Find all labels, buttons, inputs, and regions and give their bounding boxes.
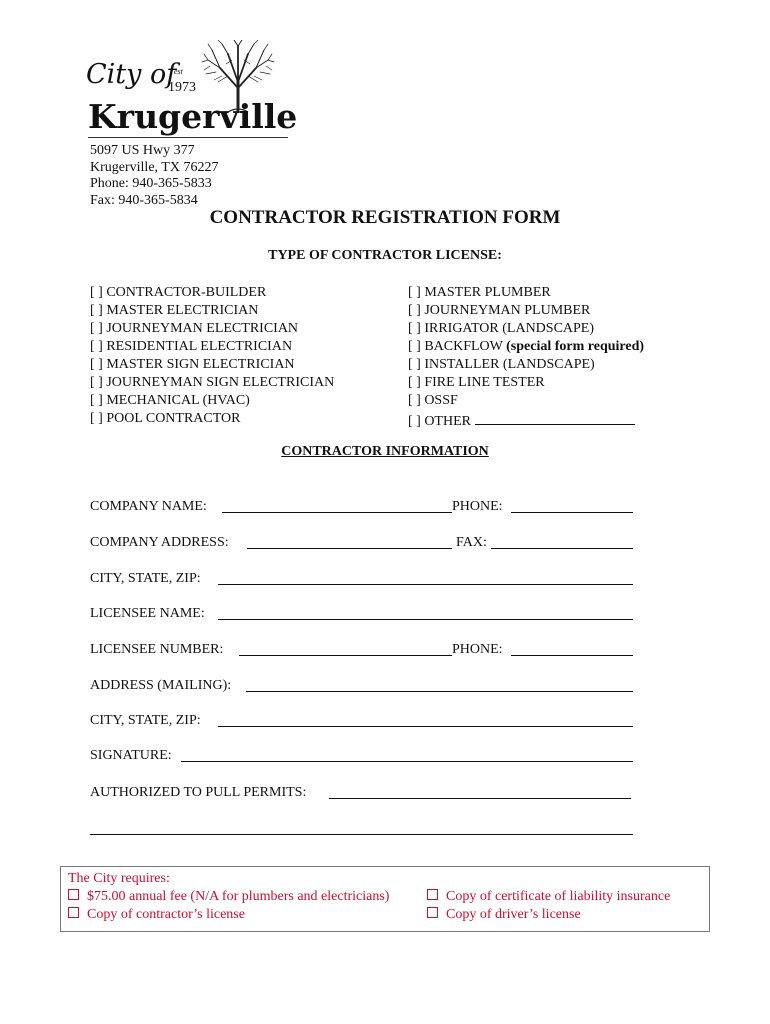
licensee-name-label: LICENSEE NAME: bbox=[90, 606, 205, 621]
license-type-heading: TYPE OF CONTRACTOR LICENSE: bbox=[268, 248, 502, 263]
checkbox-icon[interactable] bbox=[68, 889, 79, 900]
license-option-installer[interactable]: [ ] INSTALLER (LANDSCAPE) bbox=[408, 357, 595, 372]
authorized-permits-input-2[interactable] bbox=[90, 834, 633, 835]
license-list-left bbox=[90, 284, 334, 428]
license-option-master-plumber[interactable]: [ ] MASTER PLUMBER bbox=[408, 285, 551, 300]
license-option-backflow-row[interactable] bbox=[408, 338, 644, 356]
checkbox-icon[interactable] bbox=[427, 889, 438, 900]
authorized-permits-label: AUTHORIZED TO PULL PERMITS: bbox=[90, 785, 307, 800]
fax-label: FAX: bbox=[456, 535, 487, 550]
license-option-journeyman-sign-electrician[interactable]: [ ] JOURNEYMAN SIGN ELECTRICIAN bbox=[90, 375, 335, 390]
licensee-name-input[interactable] bbox=[218, 619, 633, 620]
license-option-mechanical-hvac[interactable]: [ ] MECHANICAL (HVAC) bbox=[90, 393, 250, 408]
requirement-annual-fee bbox=[68, 888, 389, 906]
requirement-contractor-license bbox=[68, 906, 245, 924]
page-title: CONTRACTOR REGISTRATION FORM bbox=[209, 207, 561, 228]
company-name-label: COMPANY NAME: bbox=[90, 499, 207, 514]
licensee-number-label: LICENSEE NUMBER: bbox=[90, 642, 224, 657]
license-option-residential-electrician[interactable]: [ ] RESIDENTIAL ELECTRICIAN bbox=[90, 339, 293, 354]
license-option-master-electrician[interactable]: [ ] MASTER ELECTRICIAN bbox=[90, 303, 259, 318]
license-option-ossf[interactable]: [ ] OSSF bbox=[408, 393, 458, 408]
signature-input[interactable] bbox=[181, 761, 633, 762]
license-option-journeyman-electrician[interactable]: [ ] JOURNEYMAN ELECTRICIAN bbox=[90, 321, 299, 336]
city-address bbox=[90, 143, 218, 209]
requirement-annual-fee-label: $75.00 annual fee (N/A for plumbers and electricians) bbox=[87, 889, 390, 904]
license-option-contractor-builder[interactable]: [ ] CONTRACTOR-BUILDER bbox=[90, 285, 267, 300]
requirement-drivers-license-label: Copy of driver’s license bbox=[446, 907, 581, 922]
requirement-liability-insurance bbox=[427, 888, 670, 906]
requirement-contractor-license-label: Copy of contractor’s license bbox=[87, 907, 245, 922]
license-option-other[interactable]: [ ] OTHER bbox=[408, 414, 471, 429]
logo-city-of: City of bbox=[86, 59, 177, 90]
license-list-right bbox=[408, 284, 644, 431]
logo-est: est bbox=[174, 67, 183, 76]
city-state-zip-2-label: CITY, STATE, ZIP: bbox=[90, 713, 201, 728]
logo-city-name: Krugerville bbox=[88, 97, 298, 136]
address-phone: Phone: 940-365-5833 bbox=[90, 176, 212, 191]
city-logo bbox=[86, 40, 296, 145]
signature-label: SIGNATURE: bbox=[90, 748, 172, 763]
contractor-info-heading: CONTRACTOR INFORMATION bbox=[281, 444, 489, 459]
license-option-irrigator[interactable]: [ ] IRRIGATOR (LANDSCAPE) bbox=[408, 321, 595, 336]
company-address-label: COMPANY ADDRESS: bbox=[90, 535, 229, 550]
license-option-pool-contractor[interactable]: [ ] POOL CONTRACTOR bbox=[90, 411, 241, 426]
license-option-fire-line-tester[interactable]: [ ] FIRE LINE TESTER bbox=[408, 375, 545, 390]
requirements-heading: The City requires: bbox=[68, 871, 170, 886]
logo-year: 1973 bbox=[168, 80, 196, 95]
address-city: Krugerville, TX 76227 bbox=[90, 159, 219, 175]
authorized-permits-input[interactable] bbox=[329, 798, 631, 799]
licensee-phone-label: PHONE: bbox=[452, 642, 503, 657]
licensee-number-input[interactable] bbox=[239, 655, 452, 656]
requirement-drivers-license bbox=[427, 906, 581, 924]
address-street: 5097 US Hwy 377 bbox=[90, 143, 195, 158]
city-state-zip-2-input[interactable] bbox=[218, 726, 633, 727]
license-option-master-sign-electrician[interactable]: [ ] MASTER SIGN ELECTRICIAN bbox=[90, 357, 295, 372]
city-state-zip-label: CITY, STATE, ZIP: bbox=[90, 571, 201, 586]
fax-input[interactable] bbox=[491, 548, 633, 549]
requirement-liability-insurance-label: Copy of certificate of liability insurance bbox=[446, 889, 671, 904]
backflow-note: (special form required) bbox=[506, 339, 645, 354]
address-fax: Fax: 940-365-5834 bbox=[90, 192, 198, 208]
company-address-input[interactable] bbox=[247, 548, 452, 549]
license-option-other-row[interactable] bbox=[408, 410, 644, 431]
company-name-input[interactable] bbox=[222, 512, 452, 513]
city-requirements-box bbox=[60, 866, 710, 932]
license-option-journeyman-plumber[interactable]: [ ] JOURNEYMAN PLUMBER bbox=[408, 303, 591, 318]
other-license-input[interactable] bbox=[475, 410, 635, 425]
checkbox-icon[interactable] bbox=[68, 907, 79, 918]
mailing-address-input[interactable] bbox=[246, 691, 633, 692]
phone-input[interactable] bbox=[511, 512, 633, 513]
city-state-zip-input[interactable] bbox=[218, 584, 633, 585]
phone-label: PHONE: bbox=[452, 499, 503, 514]
checkbox-icon[interactable] bbox=[427, 907, 438, 918]
license-option-backflow[interactable]: [ ] BACKFLOW bbox=[408, 339, 503, 354]
logo-divider bbox=[88, 137, 288, 138]
mailing-address-label: ADDRESS (MAILING): bbox=[90, 678, 232, 693]
licensee-phone-input[interactable] bbox=[511, 655, 633, 656]
